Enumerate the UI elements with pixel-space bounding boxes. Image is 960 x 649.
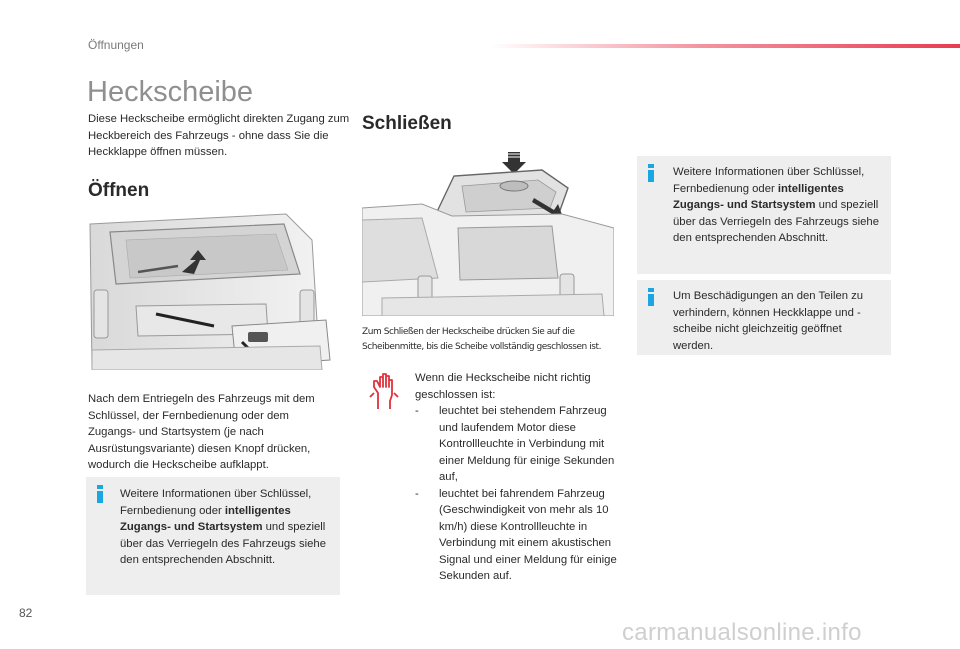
info-box-keys: [637, 156, 891, 274]
info-icon: [647, 164, 655, 182]
header-accent-line: [490, 44, 960, 48]
info-box-damage: [637, 280, 891, 355]
warning-list: [415, 403, 620, 585]
warning-item: - leuchtet bei stehendem Fahrzeug und laufendem Motor diese Kontrollleuchte in Verbindung mit einer Meldung für einige Sekunden auf,: [415, 405, 615, 483]
warning-block: [415, 370, 620, 585]
page-title: Heckscheibe: [87, 76, 254, 108]
page-number: 82: [19, 606, 33, 620]
info-icon: [96, 485, 104, 503]
info-icon: [647, 288, 655, 306]
illustration-open-rear-window: [86, 210, 340, 370]
warning-item: - leuchtet bei fahrendem Fahrzeug (Geschwindigkeit von mehr als 10 km/h) diese Kontrollleuchte in Verbindung mit einem akustischen Signal und einer Meldung für einige Sekunden auf.: [415, 487, 617, 582]
warning-hand-icon: [368, 371, 402, 411]
watermark: carmanualsonline.info: [622, 619, 862, 646]
info-text-open: Weitere Informationen über Schlüssel, Fernbedienung oder intelligentes Zugangs- und Startsystem und speziell über das Verriegeln des Fahrzeugs siehe den entsprechenden Abschnitt.: [120, 488, 326, 566]
warning-intro: Wenn die Heckscheibe nicht richtig geschlossen ist:: [415, 372, 591, 401]
info-text-keys: Weitere Informationen über Schlüssel, Fernbedienung oder intelligentes Zugangs- und Startsystem und speziell über das Verriegeln des Fahrzeugs siehe den entsprechenden Abschnitt.: [673, 166, 879, 244]
heading-close: Schließen: [362, 113, 452, 134]
close-caption: Zum Schließen der Heckscheibe drücken Sie auf die Scheibenmitte, bis die Scheibe vollständig geschlossen ist.: [362, 327, 601, 352]
section-label: Öffnungen: [88, 38, 144, 52]
heading-open: Öffnen: [88, 180, 150, 201]
intro-text: Diese Heckscheibe ermöglicht direkten Zugang zum Heckbereich des Fahrzeugs - ohne dass Sie die Heckklappe öffnen müssen.: [88, 113, 350, 158]
open-instruction-text: Nach dem Entriegeln des Fahrzeugs mit dem Schlüssel, der Fernbedienung oder dem Zugangs- und Startsystem (je nach Ausrüstungsvariante) diesen Knopf drücken, wodurch die Heckscheibe aufklappt.: [88, 393, 315, 471]
info-box-open: [86, 477, 340, 595]
illustration-close-rear-window: [362, 148, 614, 316]
info-text-damage: Um Beschädigungen an den Teilen zu verhindern, können Heckklappe und -scheibe nicht gleichzeitig geöffnet werden.: [673, 290, 864, 352]
